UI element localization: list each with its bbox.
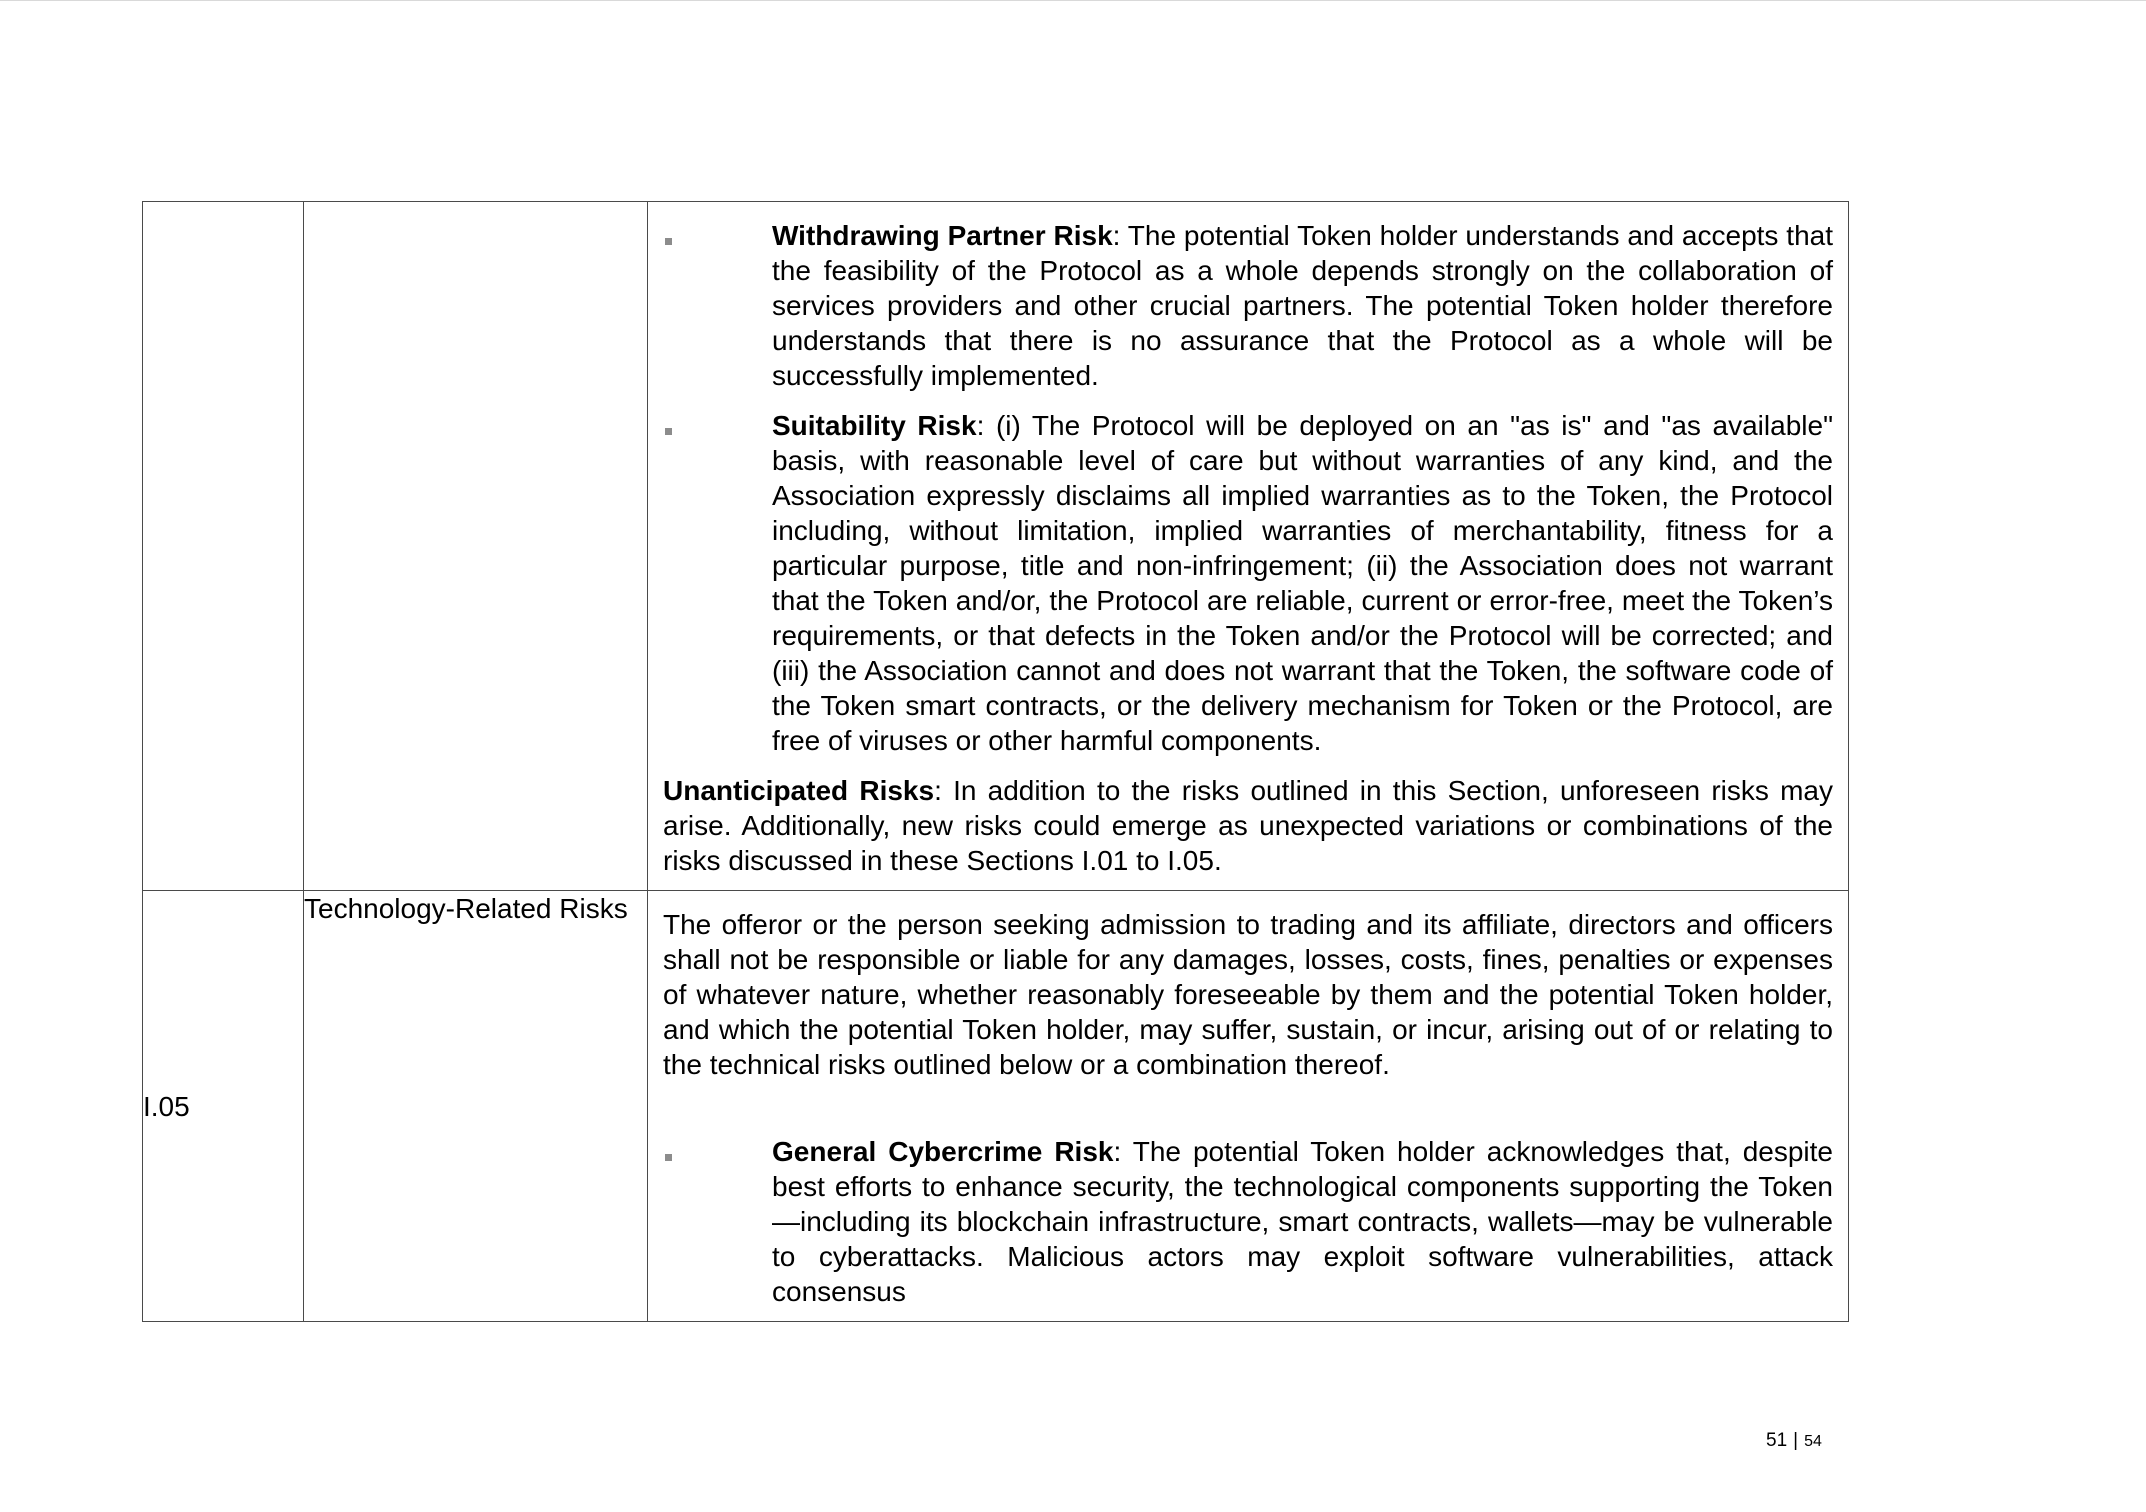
- risk-title: Suitability Risk: [772, 410, 977, 441]
- list-item: [663, 408, 1833, 758]
- list-item: [663, 1134, 1833, 1309]
- section-content-cell: [648, 202, 1849, 891]
- section-title-cell: [304, 202, 648, 891]
- section-number: I.05: [143, 891, 304, 1322]
- risk-text: : The potential Token holder acknowledges that, despite best efforts to enhance security, the technological components supporting the Token—including its blockchain infrastructure, smart contracts, wallets—may be vulnerable to cyberattacks. Malicious actors may exploit software vulnerabilities, attack consensus: [772, 1136, 1833, 1307]
- risk-text: : In addition to the risks outlined in this Section, unforeseen risks may arise. Additionally, new risks could emerge as unexpected variations or combinations of the risks discussed in these Sections I.01 to I.05.: [663, 775, 1833, 876]
- section-number-cell: [143, 202, 304, 891]
- bullet-square-icon: [663, 218, 772, 253]
- list-item: [663, 218, 1833, 393]
- risk-text: : The potential Token holder understands and accepts that the feasibility of the Protocol as a whole depends strongly on the collaboration of services providers and other crucial partners. The potential Token holder therefore understands that there is no assurance that the Protocol as a whole will be successfully implemented.: [772, 220, 1833, 391]
- intro-paragraph: The offeror or the person seeking admission to trading and its affiliate, directors and officers shall not be responsible or liable for any damages, losses, costs, fines, penalties or expenses of whatever nature, whether reasonably foreseeable by them and the potential Token holder, and which the potential Token holder, may suffer, sustain, or incur, arising out of or relating to the technical risks outlined below or a combination thereof.: [663, 909, 1833, 1080]
- bullet-square-icon: [663, 1134, 772, 1169]
- closing-paragraph: [663, 773, 1833, 878]
- risk-title: Withdrawing Partner Risk: [772, 220, 1113, 251]
- page-separator: |: [1793, 1430, 1799, 1451]
- risk-table: [142, 201, 1849, 1322]
- table-row: [143, 891, 1849, 1322]
- page-number: [1766, 1430, 1822, 1452]
- risk-title: General Cybercrime Risk: [772, 1136, 1114, 1167]
- section-content-cell: [648, 891, 1849, 1322]
- risk-text: : (i) The Protocol will be deployed on an "as is" and "as available" basis, with reasonable level of care but without warranties of any kind, and the Association expressly disclaims all implied warranties as to the Token, the Protocol including, without limitation, implied warranties of merchantability, fitness for a particular purpose, title and non-infringement; (ii) the Association does not warrant that the Token and/or, the Protocol are reliable, current or error-free, meet the Token’s requirements, or that defects in the Token and/or the Protocol will be corrected; and (iii) the Association cannot and does not warrant that the Token, the software code of the Token smart contracts, or the delivery mechanism for Token or the Protocol, are free of viruses or other harmful components.: [772, 410, 1834, 756]
- section-title-text: Technology-Related Risks: [304, 893, 628, 924]
- bullet-square-icon: [663, 408, 772, 443]
- page-top-edge: [0, 0, 2146, 1]
- page-total: 54: [1804, 1433, 1822, 1450]
- table-row: [143, 202, 1849, 891]
- section-title: [304, 891, 648, 1322]
- page-current: 51: [1766, 1430, 1788, 1451]
- risk-title: Unanticipated Risks: [663, 775, 935, 806]
